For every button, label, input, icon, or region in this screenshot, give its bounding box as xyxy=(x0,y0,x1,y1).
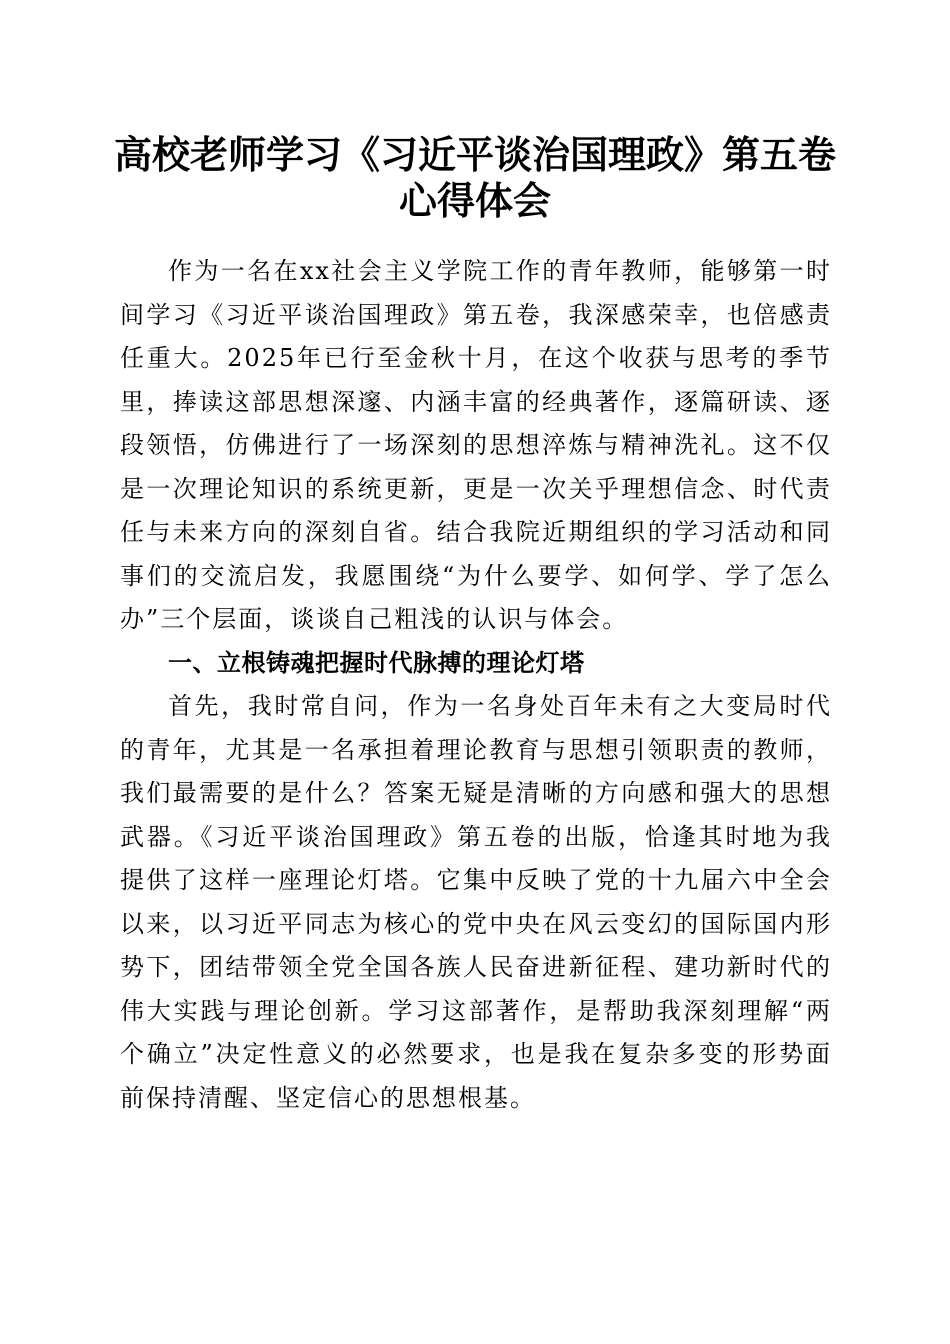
intro-paragraph: 作为一名在xx社会主义学院工作的青年教师，能够第一时间学习《习近平谈治国理政》第五卷，我深感荣幸，也倍感责任重大。2025年已行至金秋十月，在这个收获与思考的季节里，捧读这部思想深邃、内涵丰富的经典著作，逐篇研读、逐段领悟，仿佛进行了一场深刻的思想淬炼与精神洗礼。这不仅是一次理论知识的系统更新，更是一次关乎理想信念、时代责任与未来方向的深刻自省。结合我院近期组织的学习活动和同事们的交流启发，我愿围绕“为什么要学、如何学、学了怎么办”三个层面，谈谈自己粗浅的认识与体会。 xyxy=(120,257,832,633)
document-body xyxy=(120,250,832,1120)
section-1-paragraph: 首先，我时常自问，作为一名身处百年未有之大变局时代的青年，尤其是一名承担着理论教育与思想引领职责的教师，我们最需要的是什么？答案无疑是清晰的方向感和强大的思想武器。《习近平谈治国理政》第五卷的出版，恰逢其时地为我提供了这样一座理论灯塔。它集中反映了党的十九届六中全会以来，以习近平同志为核心的党中央在风云变幻的国际国内形势下，团结带领全党全国各族人民奋进新征程、建功新时代的伟大实践与理论创新。学习这部著作，是帮助我深刻理解“两个确立”决定性意义的必然要求，也是我在复杂多变的形势面前保持清醒、坚定信心的思想根基。 xyxy=(120,692,832,1112)
section-heading-1: 一、立根铸魂把握时代脉搏的理论灯塔 xyxy=(168,648,585,677)
document-title: 高校老师学习《习近平谈治国理政》第五卷心得体会 xyxy=(113,132,836,223)
